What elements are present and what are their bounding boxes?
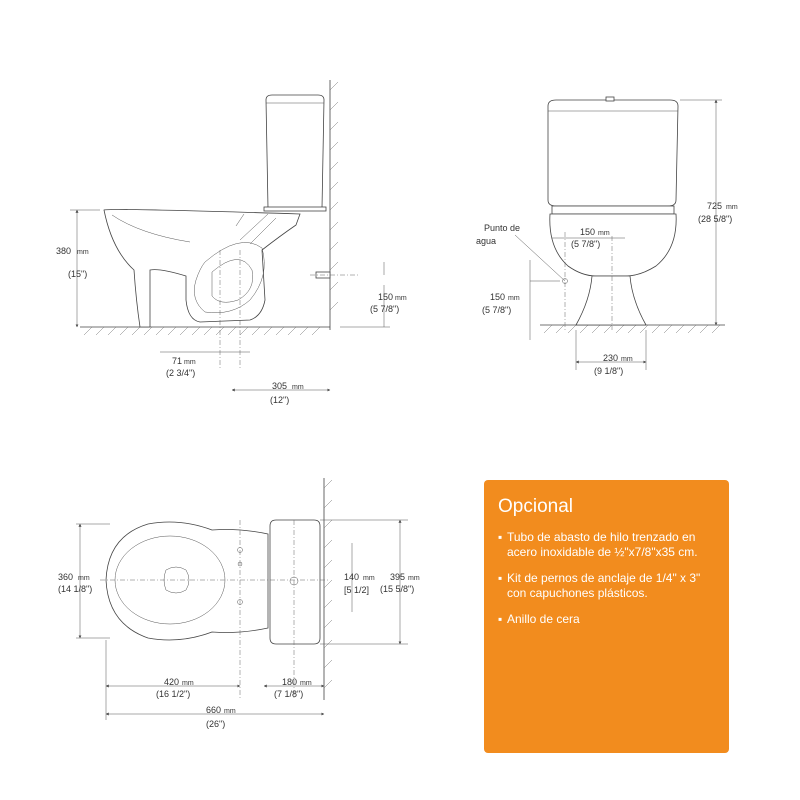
optional-item-supply-hose — [498, 530, 715, 560]
top-holes-mm: 140 — [344, 572, 360, 582]
front-offset-mm: 150 — [580, 227, 596, 237]
bullet-icon: ▪ — [498, 612, 503, 626]
side-rough-mm: 305 — [272, 381, 288, 391]
optional-title: Opcional — [498, 496, 573, 517]
top-view — [58, 478, 420, 729]
wall-hatch — [330, 82, 338, 310]
seat-front — [552, 206, 674, 214]
side-rough-unit: mm — [292, 384, 304, 391]
top-tank-unit: mm — [408, 575, 420, 582]
top-bowl-unit: mm — [78, 575, 90, 582]
top-front-unit: mm — [182, 680, 194, 687]
top-total-in: (26") — [206, 719, 226, 729]
bullet-icon: ▪ — [498, 571, 503, 585]
front-base-mm: 230 — [603, 353, 619, 363]
front-base-unit: mm — [621, 356, 633, 363]
side-supply-unit: mm — [395, 295, 407, 302]
optional-panel — [484, 480, 729, 753]
top-total-mm: 660 — [206, 705, 222, 715]
front-total-in: (28 5/8") — [698, 214, 733, 224]
floor-hatch — [84, 327, 320, 335]
side-height-mm: 380 — [56, 246, 72, 256]
side-outlet-unit: mm — [184, 359, 196, 366]
front-view — [476, 97, 738, 376]
supply-label-2: agua — [476, 236, 497, 246]
bullet-icon: ▪ — [498, 530, 503, 544]
top-tank-in: (15 5/8") — [380, 584, 415, 594]
front-height-in: (5 7/8") — [482, 305, 512, 315]
side-outlet-in: (2 3/4") — [166, 368, 196, 378]
front-total-mm: 725 — [707, 201, 723, 211]
top-wall-in: (7 1/8") — [274, 689, 304, 699]
top-wall-unit: mm — [300, 680, 312, 687]
supply-label-1: Punto de — [484, 223, 521, 233]
top-bowl-in: (14 1/8") — [58, 584, 93, 594]
bowl-front — [550, 214, 676, 276]
side-supply-in: (5 7/8") — [370, 304, 400, 314]
top-bowl-mm: 360 — [58, 572, 74, 582]
tank-top — [270, 520, 320, 644]
optional-item-wax-ring — [498, 612, 715, 627]
top-holes-unit: mm — [363, 575, 375, 582]
top-total-unit: mm — [224, 708, 236, 715]
optional-item-line: Tubo de abasto de hilo trenzado en — [507, 530, 696, 544]
top-front-mm: 420 — [164, 677, 180, 687]
front-offset-in: (5 7/8") — [571, 239, 601, 249]
top-wall-mm: 180 — [282, 677, 298, 687]
side-rough-in: (12") — [270, 395, 290, 405]
optional-item-line: Anillo de cera — [507, 612, 580, 626]
tank-seat — [264, 207, 326, 211]
optional-item-line: con capuchones plásticos. — [507, 586, 648, 600]
pedestal-front — [576, 276, 646, 325]
top-tank-mm: 395 — [390, 572, 406, 582]
side-outlet-mm: 71 — [172, 356, 183, 366]
side-supply-mm: 150 — [378, 292, 394, 302]
front-height-mm: 150 — [490, 292, 506, 302]
top-holes-in: [5 1/2] — [344, 585, 370, 595]
side-view — [56, 80, 407, 405]
front-base-in: (9 1/8") — [594, 366, 624, 376]
optional-item-line: Kit de pernos de anclaje de 1/4" x 3" — [507, 571, 701, 585]
tank-front — [548, 100, 678, 206]
top-front-in: (16 1/2") — [156, 689, 191, 699]
side-height-in: (15") — [68, 269, 88, 279]
bowl-top — [106, 522, 268, 640]
front-offset-unit: mm — [598, 230, 610, 237]
tank-side — [266, 95, 324, 208]
optional-item-anchor-kit — [498, 571, 715, 601]
optional-item-line: acero inoxidable de ½"x7/8"x35 cm. — [507, 545, 698, 559]
front-height-unit: mm — [508, 295, 520, 302]
front-total-unit: mm — [726, 204, 738, 211]
side-height-unit: mm — [77, 249, 89, 256]
